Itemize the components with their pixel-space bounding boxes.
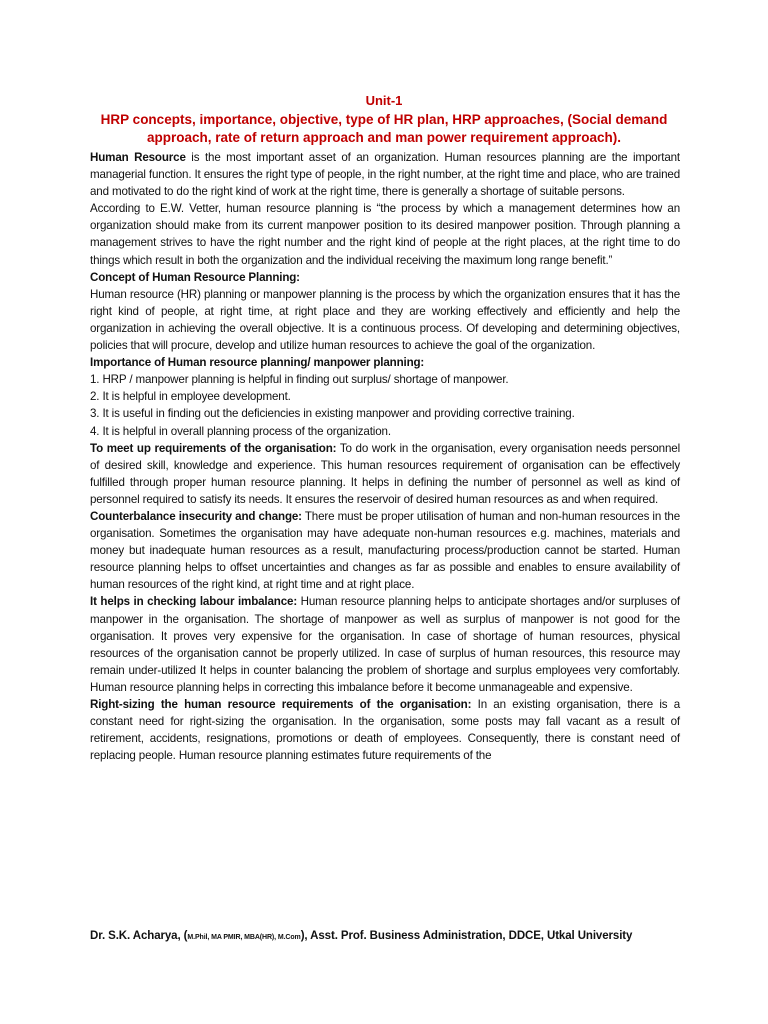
document-body xyxy=(90,149,680,764)
paragraph-vetter-quote: According to E.W. Vetter, human resource planning is “the process by which a management determines how an organization should make from its current manpower position to its desired manpower position. Through planning a management strives to have the right number and the right kind of people at the right places, at the right time to do things which result in both the organization and the individual receiving the maximum long range benefit.” xyxy=(90,202,680,267)
page-title: HRP concepts, importance, objective, type of HR plan, HRP approaches, (Social demand approach, rate of return approach and man power requirement approach). xyxy=(100,112,668,145)
paragraph-heading: Counterbalance insecurity and change: xyxy=(90,509,302,523)
paragraph-heading: Right-sizing the human resource requirements of the organisation: xyxy=(90,698,472,711)
footer-qualifications: M.Phil, MA PMIR, MBA(HR), M.Com xyxy=(187,934,301,941)
footer-author: Dr. S.K. Acharya, ( xyxy=(90,930,188,942)
page-footer xyxy=(90,930,690,942)
paragraph-text: There must be proper utilisation of human and non-human resources in the organisation. Sometimes the organisation may have adequate non-human resources e.g. machines, materials and money but inadequate human resources as a result, manufacturing process/production cannot be started. Human resource planning helps to offset uncertainties and changes as far as possible and enables to ensure availability of human resources of the right kind, at right time and at right place. xyxy=(90,509,680,592)
paragraph-heading: It helps in checking labour imbalance: xyxy=(90,595,298,609)
paragraph-labour-imbalance xyxy=(90,593,680,696)
paragraph-concept: Human resource (HR) planning or manpower planning is the process by which the organization ensures that it has the right kind of people, at right time, at right place and they are working effectively and efficiently and help the organization in achieving the overall objective. It is a continuous process. Of developing and determining objectives, policies that will procure, develop and utilize human resources to achieve the goal of the organization. xyxy=(90,287,680,353)
section-heading-concept: Concept of Human Resource Planning: xyxy=(90,270,300,284)
list-item: 1. HRP / manpower planning is helpful in finding out surplus/ shortage of manpower. xyxy=(90,373,509,387)
unit-label: Unit-1 xyxy=(365,93,403,108)
footer-affiliation: ), Asst. Prof. Business Administration, DDCE, Utkal University xyxy=(300,930,633,942)
paragraph-heading: Human Resource xyxy=(90,151,186,164)
section-heading-importance: Importance of Human resource planning/ manpower planning: xyxy=(90,356,425,370)
list-item: 3. It is useful in finding out the deficiencies in existing manpower and providing corrective training. xyxy=(90,407,575,421)
paragraph-text: In an existing organisation, there is a constant need for right-sizing the organisation. In the organisation, some posts may fall vacant as a result of retirement, accidents, resignations, promotions or death of employees. Consequently, there is constant need of replacing people. Human resource planning estimates future requirements of the xyxy=(90,698,680,763)
paragraph-heading: To meet up requirements of the organisation: xyxy=(90,441,337,455)
paragraph-counterbalance xyxy=(90,508,680,593)
paragraph-human-resource xyxy=(90,149,680,200)
paragraph-text: Human resource planning helps to anticipate shortages and/or surpluses of manpower in the organisation. The shortage of manpower as well as surplus of manpower is not good for the organisation. It proves very expensive for the organisation. In case of shortage of human resources, physical resources of the organisation cannot be properly utilized. In case of surplus of human resources, this resource may remain under-utilized It helps in counter balancing the problem of shortage and surplus employees very comfortably. Human resource planning helps in correcting this imbalance before it become unmanageable and expensive. xyxy=(90,595,680,694)
list-item: 4. It is helpful in overall planning process of the organization. xyxy=(90,424,391,438)
paragraph-text: To do work in the organisation, every organisation needs personnel of desired skill, knowledge and experience. This human resources requirement of organisation can be effectively fulfilled through proper human resource planning. It helps in defining the number of personnel as well as kind of personnel required to satisfy its needs. It ensures the reservoir of desired human resources as and when required. xyxy=(90,441,680,506)
paragraph-requirements xyxy=(90,440,680,508)
paragraph-right-sizing xyxy=(90,696,680,764)
list-item: 2. It is helpful in employee development. xyxy=(90,390,291,404)
paragraph-text: is the most important asset of an organization. Human resources planning are the important managerial function. It ensures the right type of people, in the right number, at the right time and place, who are trained and motivated to do the right kind of work at the right time, there is generally a shortage of suitable persons. xyxy=(90,151,680,199)
